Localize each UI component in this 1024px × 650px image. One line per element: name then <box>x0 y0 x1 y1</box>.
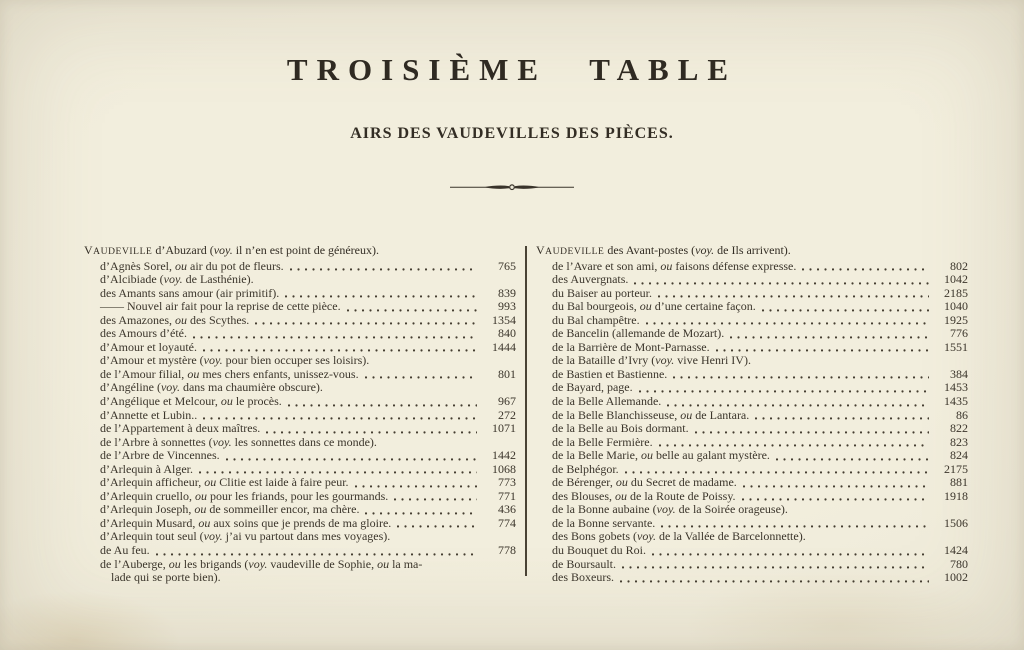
index-entry <box>84 449 516 463</box>
dot-leader <box>742 498 929 501</box>
entry-text: du Baiser au porteur. <box>552 285 652 300</box>
entry-text: de la Belle Marie, ou belle au galant mystère. <box>552 448 770 463</box>
entry-text: d’Angélique et Melcour, ou le procès. <box>100 394 282 409</box>
index-entry <box>84 260 516 274</box>
index-entry <box>536 354 968 368</box>
entry-text: d’Agnès Sorel, ou air du pot de fleurs. <box>100 258 284 273</box>
entry-text: de la Belle Allemande. <box>552 394 662 409</box>
dot-leader <box>394 498 477 501</box>
dot-leader <box>255 322 477 325</box>
page-number: 2175 <box>944 461 968 476</box>
entry-text: d’Arlequin afficheur, ou Clitie est laide à faire peur. <box>100 475 349 490</box>
entry-text: de Bastien et Bastienne. <box>552 366 668 381</box>
dot-leader <box>652 553 929 556</box>
entry-text: de l’Avare et son ami, ou faisons défense expresse. <box>552 258 797 273</box>
dot-leader <box>226 458 477 461</box>
entry-text: de Boursault. <box>552 556 616 571</box>
dot-leader <box>620 580 929 583</box>
page-number: 1424 <box>944 543 968 558</box>
entry-text: de la Barrière de Mont-Parnasse. <box>552 339 710 354</box>
entry-text: de Belphégor. <box>552 461 619 476</box>
page-number: 1442 <box>492 448 516 463</box>
page-title: TROISIÈME TABLE <box>286 52 738 87</box>
page-subtitle: AIRS DES VAUDEVILLES DES PIÈCES. <box>350 125 674 142</box>
entry-text: du Bal champêtre. <box>552 312 640 327</box>
page-number: 773 <box>498 475 516 490</box>
page-number: 839 <box>498 285 516 300</box>
dot-leader <box>695 431 929 434</box>
page-number: 967 <box>498 394 516 409</box>
page-number: 86 <box>956 407 968 422</box>
page-number: 771 <box>498 488 516 503</box>
index-entry <box>536 327 968 341</box>
dot-leader <box>156 553 477 556</box>
entry-text: d’Amour et mystère (voy. pour bien occuper ses loisirs). <box>100 353 370 368</box>
dot-leader <box>730 336 929 339</box>
dot-leader <box>716 349 929 352</box>
page-number: 993 <box>498 299 516 314</box>
page-number: 780 <box>950 556 968 571</box>
dot-leader <box>625 471 929 474</box>
page-number: 384 <box>950 366 968 381</box>
entry-text: de l’Arbre de Vincennes. <box>100 448 220 463</box>
index-entry <box>536 287 968 301</box>
page-number: 1918 <box>944 488 968 503</box>
entry-text: de la Belle Fermière. <box>552 434 653 449</box>
page-number: 823 <box>950 434 968 449</box>
dot-leader <box>397 525 477 528</box>
index-entry <box>536 571 968 585</box>
entry-text: de la Belle Blanchisseuse, ou de Lantara. <box>552 407 750 422</box>
entry-text: des Amazones, ou des Scythes. <box>100 312 250 327</box>
index-entry <box>84 544 516 558</box>
page-number: 822 <box>950 421 968 436</box>
entry-text: d’Arlequin cruello, ou pour les friands, pour les gourmands. <box>100 488 389 503</box>
page-number: 436 <box>498 502 516 517</box>
dot-leader <box>743 485 929 488</box>
dot-leader <box>661 525 929 528</box>
entry-text: lade qui se porte bien). <box>111 570 221 585</box>
index-entry <box>536 381 968 395</box>
page-number: 765 <box>498 258 516 273</box>
dot-leader <box>203 349 477 352</box>
dot-leader <box>622 566 929 569</box>
page-number: 1444 <box>492 339 516 354</box>
dot-leader <box>199 471 477 474</box>
index-entry <box>536 544 968 558</box>
index-entry <box>84 476 516 490</box>
index-entry <box>536 314 968 328</box>
index-entry <box>536 409 968 423</box>
index-entry <box>84 354 516 368</box>
entry-text: de l’Appartement à deux maîtres. <box>100 421 261 436</box>
entry-text: d’Amour et loyauté. <box>100 339 197 354</box>
entry-text: des Blouses, ou de la Route de Poissy. <box>552 488 736 503</box>
index-entry <box>536 449 968 463</box>
entry-text: du Bouquet du Roi. <box>552 543 647 558</box>
entry-text: de la Bonne aubaine (voy. de la Soirée orageuse). <box>552 502 788 517</box>
index-entry <box>84 381 516 395</box>
page-number: 881 <box>950 475 968 490</box>
page-number: 802 <box>950 258 968 273</box>
dot-leader <box>667 404 929 407</box>
entry-text: des Amours d’été. <box>100 326 187 341</box>
dot-leader <box>365 376 477 379</box>
entry-text: —— Nouvel air fait pour la reprise de cette pièce. <box>100 299 341 314</box>
index-entry <box>84 368 516 382</box>
dot-leader <box>802 268 929 271</box>
index-entry <box>536 490 968 504</box>
entry-text: de Bancelin (allemande de Mozart). <box>552 326 725 341</box>
index-entry <box>84 422 516 436</box>
page-number: 840 <box>498 326 516 341</box>
page-number: 776 <box>950 326 968 341</box>
index-entry <box>84 273 516 287</box>
dot-leader <box>658 295 929 298</box>
index-entry <box>536 368 968 382</box>
index-entry <box>536 517 968 531</box>
dot-leader <box>193 336 477 339</box>
dot-leader <box>365 512 477 515</box>
index-entry <box>84 517 516 531</box>
entry-text: VAUDEVILLE des Avant-postes (voy. de Ils arrivent). <box>536 243 791 257</box>
index-entry <box>536 463 968 477</box>
page-number: 1002 <box>944 570 968 585</box>
dot-leader <box>776 458 929 461</box>
index-entry <box>84 558 516 572</box>
dot-leader <box>288 404 477 407</box>
dot-leader <box>659 444 929 447</box>
entry-text: des Bons gobets (voy. de la Vallée de Barcelonnette). <box>552 529 806 544</box>
entry-text: d’Arlequin à Alger. <box>100 461 193 476</box>
index-entry <box>536 476 968 490</box>
index-entry <box>536 300 968 314</box>
divider-ornament <box>0 180 1024 198</box>
entry-text: d’Angéline (voy. dans ma chaumière obscure). <box>100 380 323 395</box>
entry-text: d’Arlequin Musard, ou aux soins que je prends de ma gloire. <box>100 515 392 530</box>
index-entry <box>536 436 968 450</box>
page-number: 824 <box>950 448 968 463</box>
entry-text: d’Arlequin tout seul (voy. j’ai vu partout dans mes voyages). <box>100 529 391 544</box>
column-right <box>536 244 968 585</box>
page-number: 1506 <box>944 515 968 530</box>
index-entry <box>536 341 968 355</box>
page-number: 1040 <box>944 299 968 314</box>
dot-leader <box>266 431 477 434</box>
entry-text: de la Bataille d’Ivry (voy. vive Henri IV). <box>552 353 751 368</box>
entry-text: d’Annette et Lubin.. <box>100 407 198 422</box>
page-number: 2185 <box>944 285 968 300</box>
page-number: 1068 <box>492 461 516 476</box>
page-number: 1925 <box>944 312 968 327</box>
index-entry <box>536 395 968 409</box>
page-number: 1435 <box>944 394 968 409</box>
dot-leader <box>646 322 929 325</box>
page-number: 1551 <box>944 339 968 354</box>
dot-leader <box>347 309 477 312</box>
index-entry <box>84 490 516 504</box>
entry-text: de Bayard, page. <box>552 380 633 395</box>
dot-leader <box>673 376 929 379</box>
dot-leader <box>203 417 477 420</box>
index-entry <box>84 436 516 450</box>
index-entry <box>84 571 516 585</box>
index-entry <box>84 409 516 423</box>
dot-leader <box>639 390 929 393</box>
entry-text: du Bal bourgeois, ou d’une certaine façon. <box>552 299 756 314</box>
column-divider <box>525 246 527 576</box>
dot-leader <box>285 295 477 298</box>
index-entry <box>84 341 516 355</box>
index-entry <box>84 314 516 328</box>
page-number: 774 <box>498 515 516 530</box>
page-number: 1071 <box>492 421 516 436</box>
ornament-rule-icon <box>448 181 576 193</box>
page-number: 1453 <box>944 380 968 395</box>
page-number: 801 <box>498 366 516 381</box>
entry-text: d’Arlequin Joseph, ou de sommeiller encor, ma chère. <box>100 502 360 517</box>
entry-text: de la Belle au Bois dormant. <box>552 421 689 436</box>
entry-text: de l’Amour filial, ou mes chers enfants, unissez-vous. <box>100 366 359 381</box>
index-entry <box>84 300 516 314</box>
entry-text: d’Alcibiade (voy. de Lasthénie). <box>100 272 254 287</box>
entry-text: de l’Arbre à sonnettes (voy. les sonnettes dans ce monde). <box>100 434 377 449</box>
dot-leader <box>755 417 929 420</box>
entry-text: des Amants sans amour (air primitif). <box>100 285 280 300</box>
page-number: 1042 <box>944 272 968 287</box>
index-entry <box>84 287 516 301</box>
index-entry <box>84 530 516 544</box>
index-entry <box>536 260 968 274</box>
page-number: 272 <box>498 407 516 422</box>
page-number: 1354 <box>492 312 516 327</box>
dot-leader <box>290 268 477 271</box>
index-entry <box>536 503 968 517</box>
group-header <box>84 244 516 260</box>
index-entry <box>84 503 516 517</box>
page-number: 778 <box>498 543 516 558</box>
entry-text: VAUDEVILLE d’Abuzard (voy. il n’en est point de généreux). <box>84 243 379 257</box>
index-entry <box>536 558 968 572</box>
entry-text: des Boxeurs. <box>552 570 614 585</box>
index-entry <box>536 273 968 287</box>
entry-text: de Bérenger, ou du Secret de madame. <box>552 475 737 490</box>
entry-text: de Au feu. <box>100 543 150 558</box>
entry-text: de la Bonne servante. <box>552 515 656 530</box>
dot-leader <box>634 282 929 285</box>
index-entry <box>84 395 516 409</box>
dot-leader <box>762 309 929 312</box>
group-header <box>536 244 968 260</box>
column-left <box>84 244 516 585</box>
entry-text: de l’Auberge, ou les brigands (voy. vaudeville de Sophie, ou la ma- <box>100 556 423 571</box>
index-entry <box>84 327 516 341</box>
index-entry <box>536 422 968 436</box>
index-entry <box>84 463 516 477</box>
dot-leader <box>355 485 477 488</box>
entry-text: des Auvergnats. <box>552 272 629 287</box>
index-entry <box>536 530 968 544</box>
